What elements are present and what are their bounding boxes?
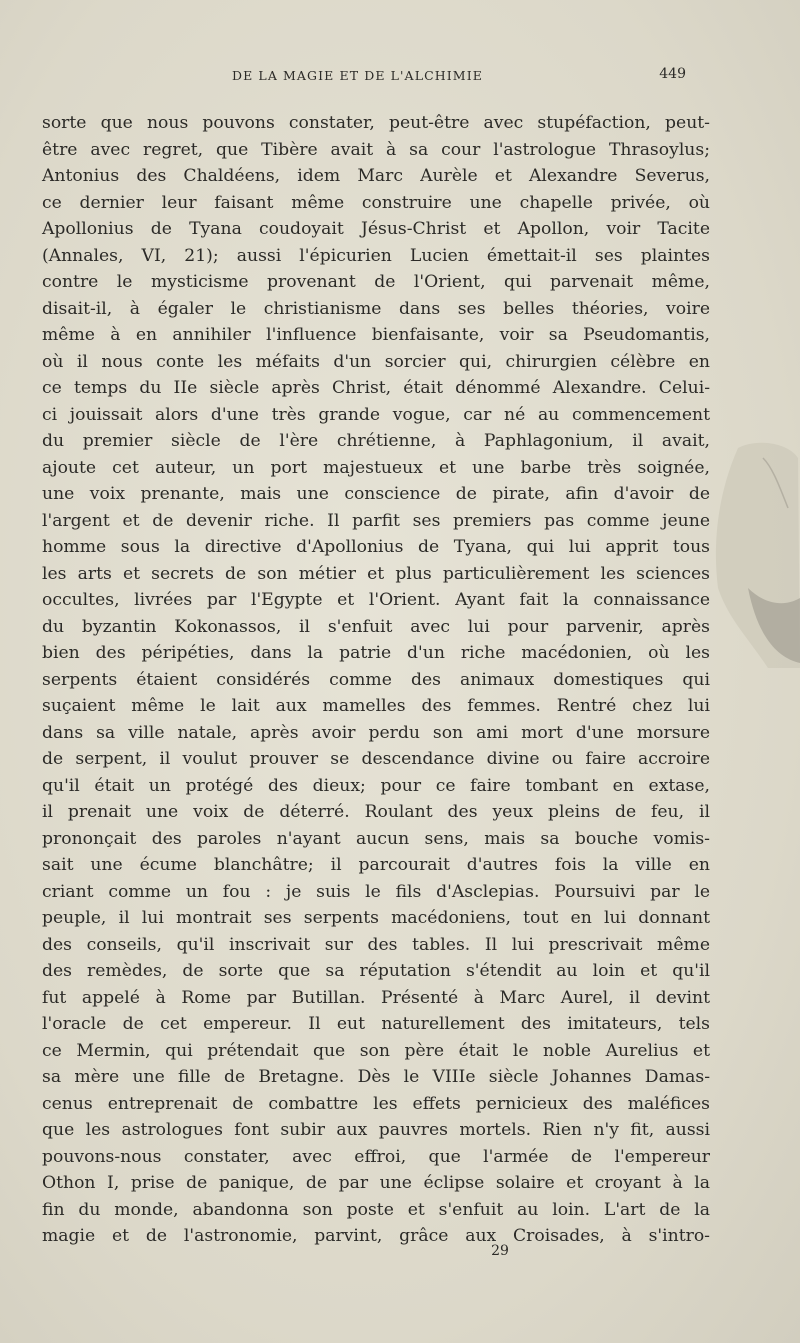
text-line: criant comme un fou : je suis le fils d'Asclepias. Poursuivi par le [42, 881, 710, 902]
text-line: Othon I, prise de panique, de par une éclipse solaire et croyant à la [42, 1173, 710, 1193]
text-line: disait-il, à égaler le christianisme dans ses belles théories, voire [42, 298, 710, 319]
text-line: peuple, il lui montrait ses serpents macédoniens, tout en lui donnant [42, 908, 710, 928]
text-line: Apollonius de Tyana coudoyait Jésus-Christ et Apollon, voir Tacite [42, 219, 710, 239]
text-line: bien des péripéties, dans la patrie d'un riche macédonien, où les [42, 643, 710, 663]
body-text [42, 110, 710, 1250]
text-line: dans sa ville natale, après avoir perdu son ami mort d'une morsure [42, 722, 710, 743]
text-line: de serpent, il voulut prouver se descendance divine ou faire accroire [42, 749, 710, 769]
text-line: ajoute cet auteur, un port majestueux et une barbe très soignée, [42, 457, 710, 478]
running-title: DE LA MAGIE ET DE L'ALCHIMIE [232, 68, 483, 83]
text-line: fut appelé à Rome par Butillan. Présenté à Marc Aurel, il devint [42, 987, 710, 1008]
page-number: 449 [659, 66, 686, 82]
text-line: qu'il était un protégé des dieux; pour ce faire tombant en extase, [42, 775, 710, 796]
text-line: ce dernier leur faisant même construire une chapelle privée, où [42, 192, 710, 213]
text-line: du byzantin Kokonassos, il s'enfuit avec lui pour parvenir, après [42, 616, 710, 637]
text-line: pouvons-nous constater, avec effroi, que l'armée de l'empereur [42, 1146, 710, 1167]
text-line: homme sous la directive d'Apollonius de Tyana, qui lui apprit tous [42, 537, 710, 557]
paper-stain [708, 428, 800, 668]
text-line: que les astrologues font subir aux pauvres mortels. Rien n'y fit, aussi [42, 1120, 710, 1140]
text-line: serpents étaient considérés comme des animaux domestiques qui [42, 669, 710, 690]
text-line: fin du monde, abandonna son poste et s'enfuit au loin. L'art de la [42, 1199, 710, 1220]
folio-number: 29 [491, 1243, 509, 1259]
text-line: ce temps du IIe siècle après Christ, était dénommé Alexandre. Celui- [42, 378, 710, 398]
text-line: où il nous conte les méfaits d'un sorcier qui, chirurgien célèbre en [42, 351, 710, 372]
text-line: Antonius des Chaldéens, idem Marc Aurèle et Alexandre Severus, [42, 166, 710, 186]
text-line: ci jouissait alors d'une très grande vogue, car né au commencement [42, 404, 710, 425]
text-line: occultes, livrées par l'Egypte et l'Orient. Ayant fait la connaissance [42, 590, 710, 610]
text-line: du premier siècle de l'ère chrétienne, à Paphlagonium, il avait, [42, 431, 710, 451]
text-line: sait une écume blanchâtre; il parcourait d'autres fois la ville en [42, 855, 710, 875]
text-line: (Annales, VI, 21); aussi l'épicurien Lucien émettait-il ses plaintes [42, 245, 710, 266]
text-line: sorte que nous pouvons constater, peut-être avec stupéfaction, peut- [42, 113, 710, 133]
text-line: des conseils, qu'il inscrivait sur des tables. Il lui prescrivait même [42, 934, 710, 955]
text-line: l'oracle de cet empereur. Il eut naturellement des imitateurs, tels [42, 1014, 710, 1034]
text-line: une voix prenante, mais une conscience de pirate, afin d'avoir de [42, 484, 710, 504]
text-line: prononçait des paroles n'ayant aucun sens, mais sa bouche vomis- [42, 828, 710, 849]
text-line: sa mère une fille de Bretagne. Dès le VIIIe siècle Johannes Damas- [42, 1067, 710, 1087]
text-line: magie et de l'astronomie, parvint, grâce aux Croisades, à s'intro- [42, 1226, 710, 1246]
text-line: cenus entreprenait de combattre les effets pernicieux des maléfices [42, 1093, 710, 1114]
text-line: être avec regret, que Tibère avait à sa cour l'astrologue Thrasoylus; [42, 139, 710, 160]
text-line: l'argent et de devenir riche. Il parfit ses premiers pas comme jeune [42, 510, 710, 531]
text-line: il prenait une voix de déterré. Roulant des yeux pleins de feu, il [42, 802, 710, 822]
text-line: même à en annihiler l'influence bienfaisante, voir sa Pseudomantis, [42, 325, 710, 345]
text-line: les arts et secrets de son métier et plus particulièrement les sciences [42, 563, 710, 584]
text-line: ce Mermin, qui prétendait que son père était le noble Aurelius et [42, 1040, 710, 1061]
text-line: suçaient même le lait aux mamelles des femmes. Rentré chez lui [42, 696, 710, 716]
text-line: contre le mysticisme provenant de l'Orient, qui parvenait même, [42, 272, 710, 292]
text-line: des remèdes, de sorte que sa réputation s'étendit au loin et qu'il [42, 961, 710, 981]
running-header [228, 64, 686, 88]
